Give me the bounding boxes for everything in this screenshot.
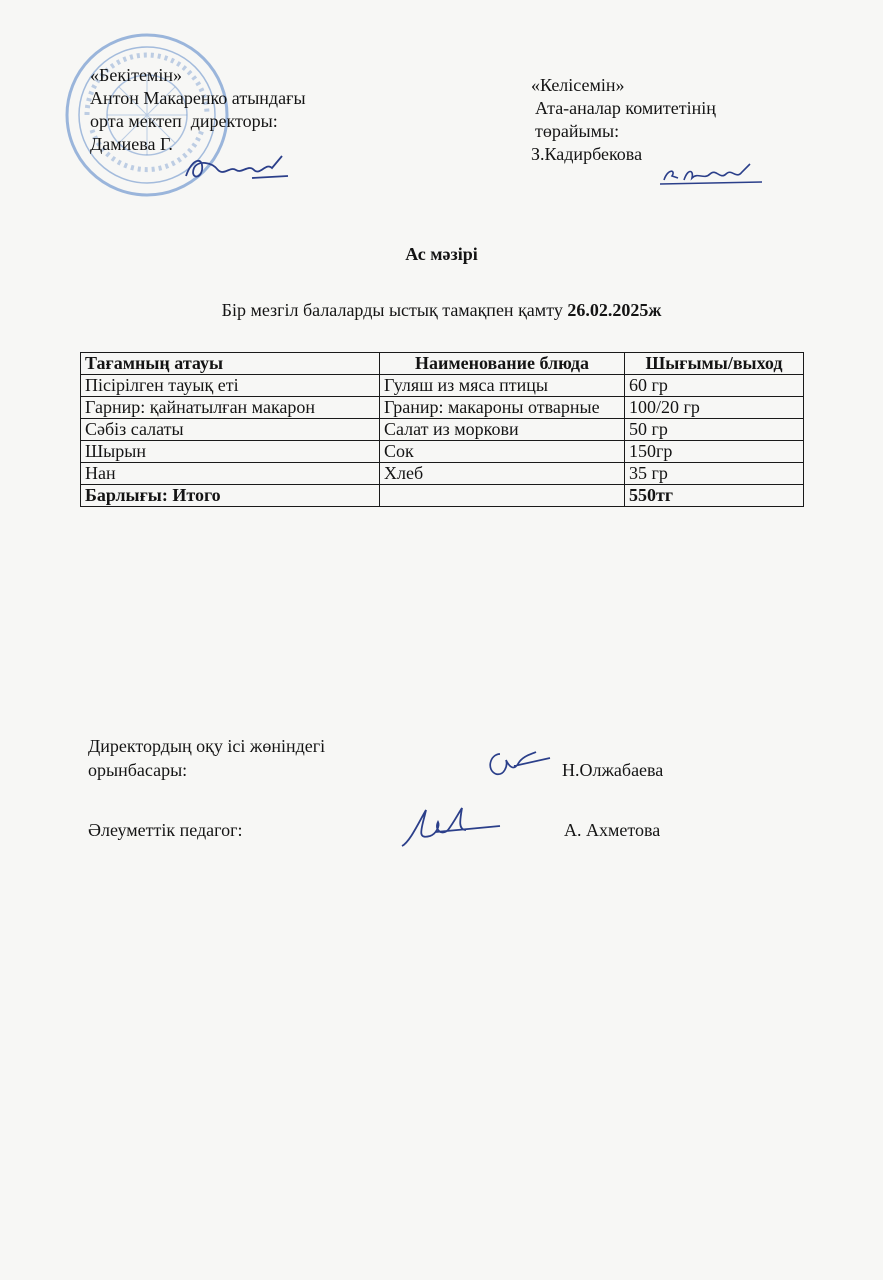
deputy-title xyxy=(88,734,325,782)
committee-signature-icon xyxy=(660,160,765,188)
cell-kz: Нан xyxy=(81,463,380,485)
cell-output: 100/20 гр xyxy=(625,397,804,419)
cell-ru: Гранир: макароны отварные xyxy=(380,397,625,419)
cell-kz: Сәбіз салаты xyxy=(81,419,380,441)
header-output: Шығымы/выход xyxy=(625,353,804,375)
approval-left-line1: Антон Макаренко атындағы xyxy=(90,88,306,108)
total-ru xyxy=(380,485,625,507)
pedagog-signature-icon xyxy=(396,800,506,852)
total-label: Барлығы: Итого xyxy=(81,485,380,507)
pedagog-title: Әлеуметтік педагог: xyxy=(88,820,243,840)
approval-left-title: «Бекітемін» xyxy=(90,65,182,85)
cell-ru: Гуляш из мяса птицы xyxy=(380,375,625,397)
approval-right-signer-name: З.Кадирбекова xyxy=(531,144,643,164)
subtitle-text: Бір мезгіл балаларды ыстық тамақпен қамту xyxy=(221,300,563,320)
director-signature-icon xyxy=(182,148,292,184)
cell-ru: Хлеб xyxy=(380,463,625,485)
document-date: 26.02.2025ж xyxy=(567,300,662,320)
header-kz-name: Тағамның атауы xyxy=(81,353,380,375)
table-header-row xyxy=(81,353,804,375)
cell-kz: Гарнир: қайнатылған макарон xyxy=(81,397,380,419)
deputy-signature-icon xyxy=(484,744,554,780)
cell-output: 60 гр xyxy=(625,375,804,397)
approval-right-line2: төрайымы: xyxy=(535,121,620,141)
approval-left-signer-name: Дамиева Г. xyxy=(90,134,173,154)
header-ru-name: Наименование блюда xyxy=(380,353,625,375)
cell-output: 50 гр xyxy=(625,419,804,441)
cell-output: 35 гр xyxy=(625,463,804,485)
cell-ru: Сок xyxy=(380,441,625,463)
table-row xyxy=(81,419,804,441)
table-row xyxy=(81,375,804,397)
cell-ru: Салат из моркови xyxy=(380,419,625,441)
table-total-row xyxy=(81,485,804,507)
cell-kz: Шырын xyxy=(81,441,380,463)
table-row xyxy=(81,441,804,463)
approval-right-title: «Келісемін» xyxy=(531,75,625,95)
approval-right-block xyxy=(531,74,716,166)
approval-left-line2: орта мектеп директоры: xyxy=(90,111,278,131)
deputy-name: Н.Олжабаева xyxy=(562,760,664,780)
document-title: Ас мәзірі xyxy=(405,244,478,264)
approval-right-line1: Ата-аналар комитетінің xyxy=(535,98,716,118)
table-row xyxy=(81,463,804,485)
document-subtitle xyxy=(0,300,883,321)
menu-table xyxy=(80,352,804,507)
deputy-title-line1: Директордың оқу ісі жөніндегі xyxy=(88,736,326,756)
table-row xyxy=(81,397,804,419)
deputy-title-line2: орынбасары: xyxy=(88,760,188,780)
total-value: 550тг xyxy=(625,485,804,507)
approval-left-block xyxy=(90,64,306,156)
pedagog-name: А. Ахметова xyxy=(564,820,661,840)
cell-kz: Пісірілген тауық еті xyxy=(81,375,380,397)
cell-output: 150гр xyxy=(625,441,804,463)
